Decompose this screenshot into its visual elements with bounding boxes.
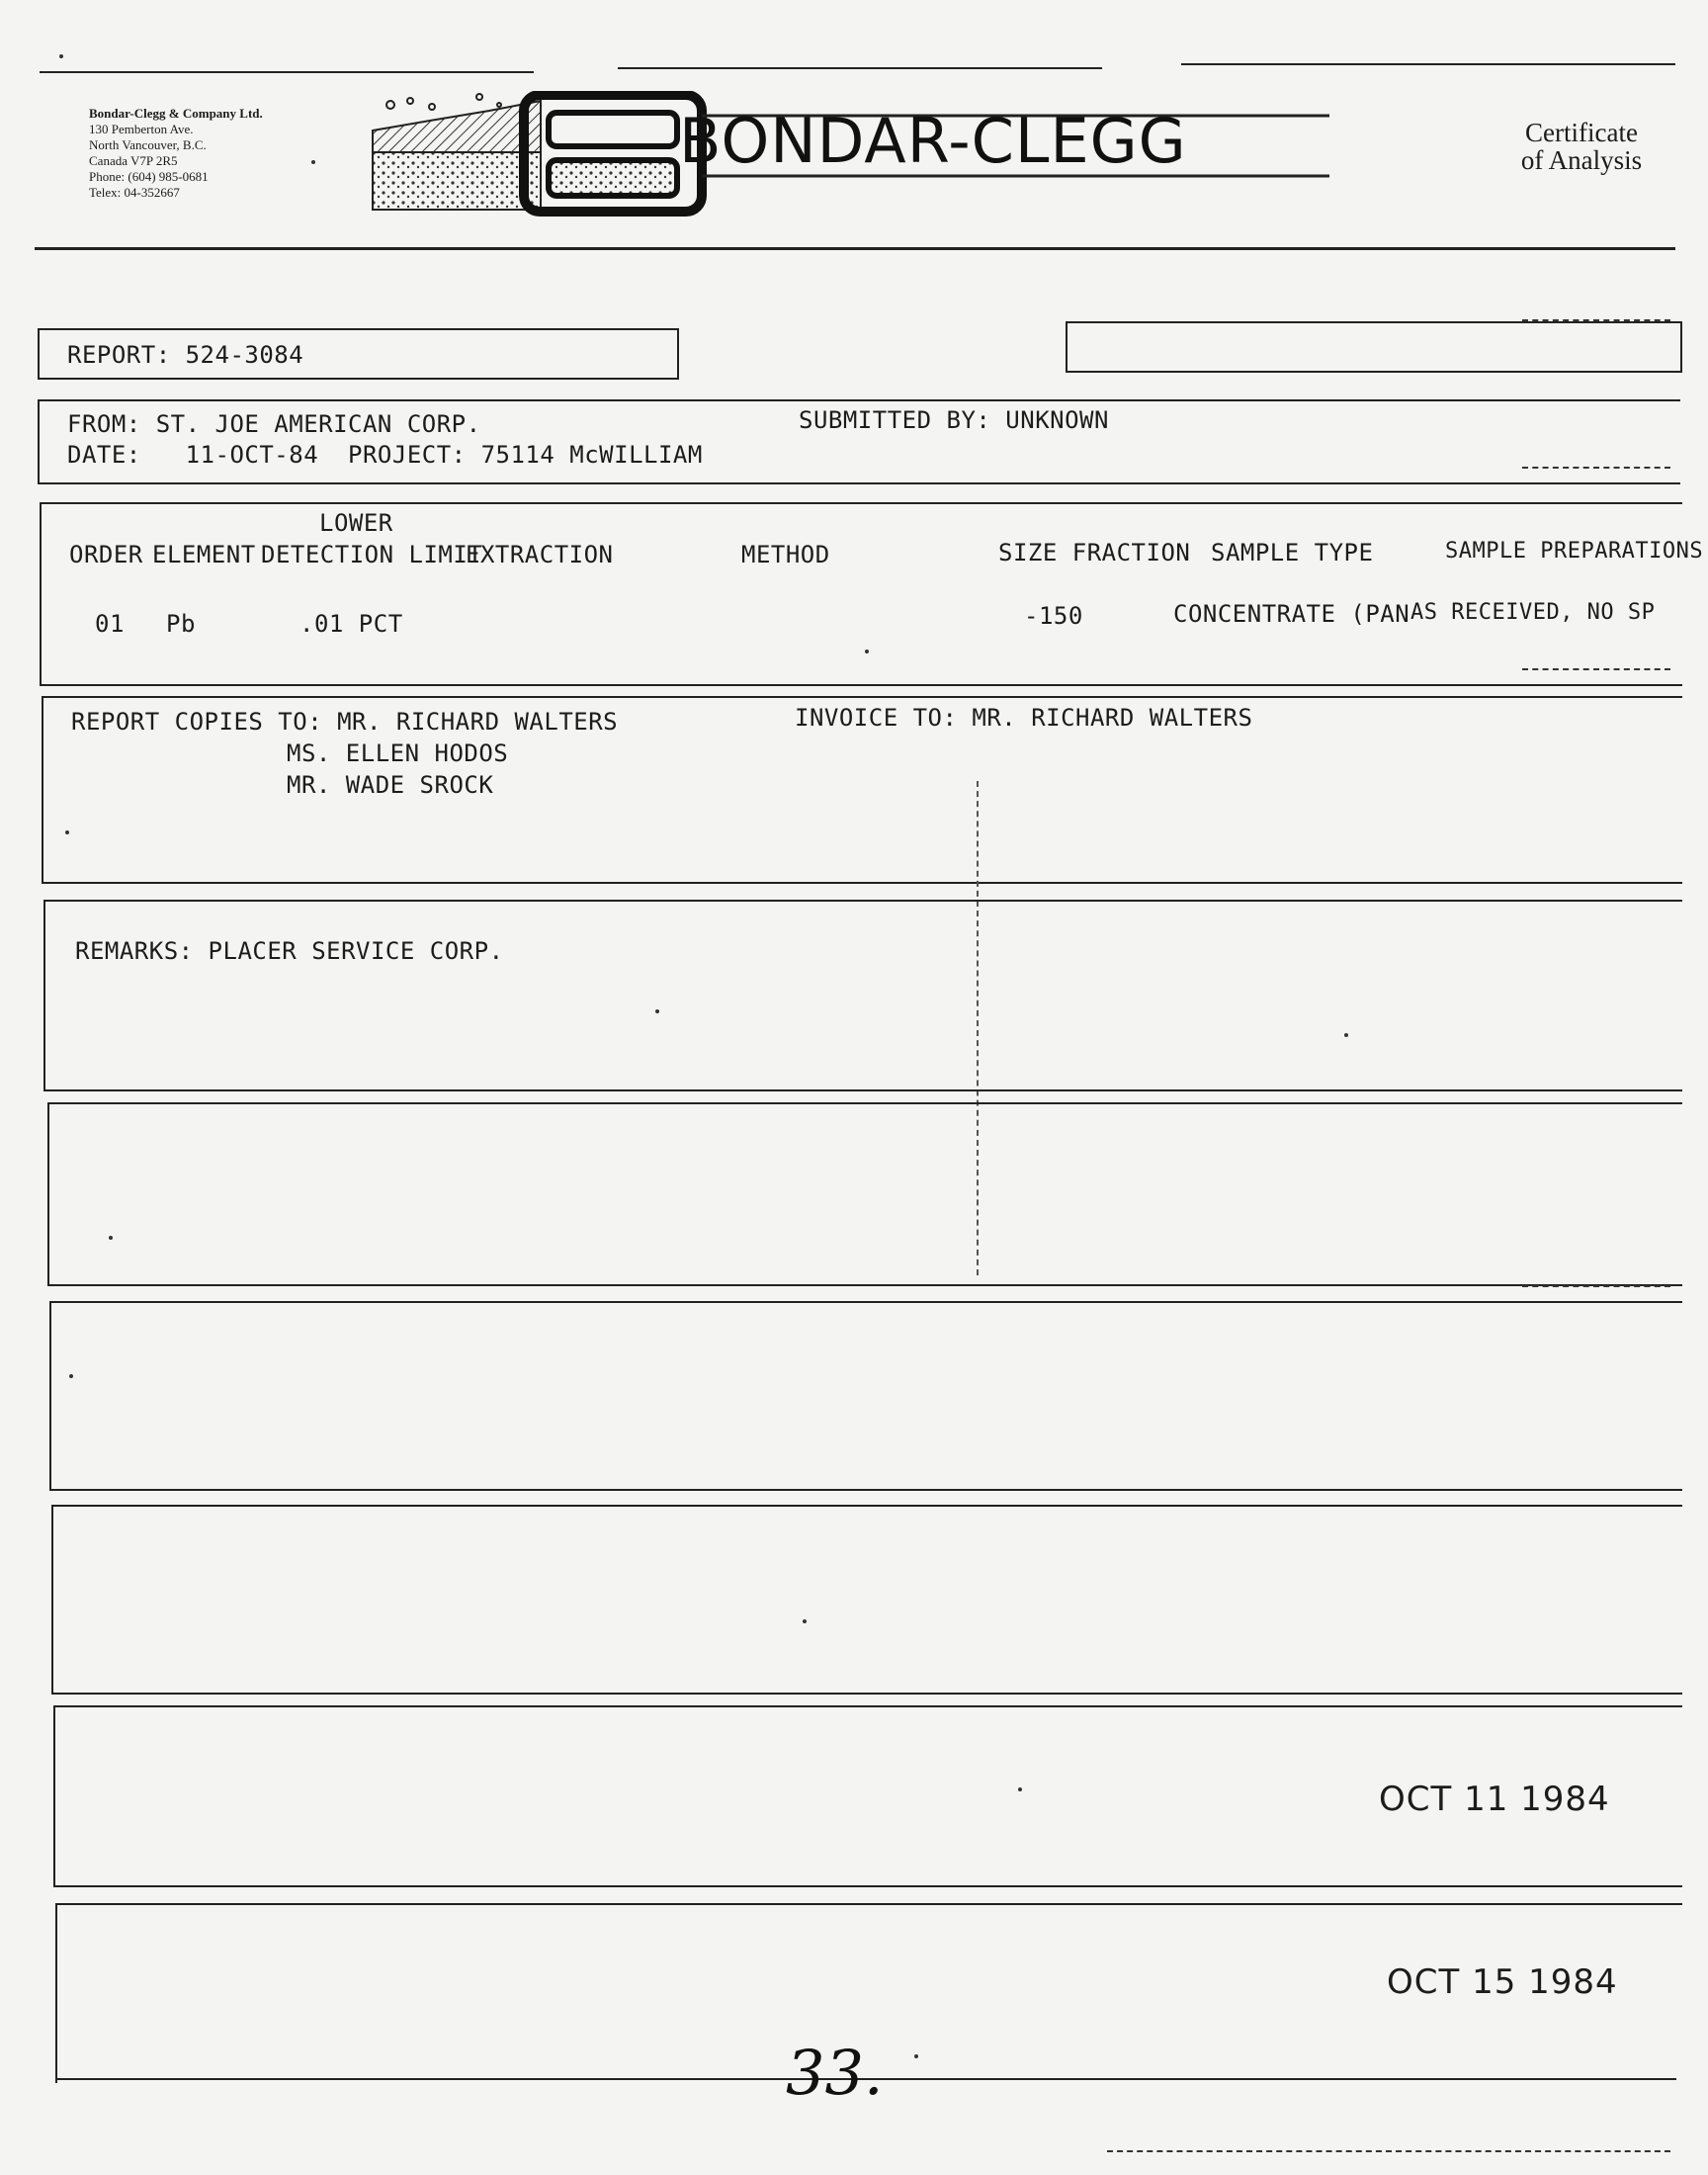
address-line1: 130 Pemberton Ave. bbox=[89, 122, 194, 136]
header-detection-limit: DETECTION LIMIT bbox=[261, 541, 483, 568]
report-number: REPORT: 524-3084 bbox=[67, 341, 304, 369]
submitted-by: SUBMITTED BY: UNKNOWN bbox=[799, 406, 1109, 434]
speck bbox=[65, 830, 69, 834]
edge-dash-4 bbox=[1522, 1285, 1670, 1287]
date-project-line: DATE: 11-OCT-84 PROJECT: 75114 McWILLIAM bbox=[67, 441, 703, 469]
invoice-to: INVOICE TO: MR. RICHARD WALTERS bbox=[795, 704, 1253, 732]
header-top-rule-middle bbox=[618, 67, 1102, 69]
header-sample-preparations: SAMPLE PREPARATIONS bbox=[1445, 539, 1704, 564]
header-order: ORDER bbox=[69, 541, 143, 568]
speck bbox=[1344, 1033, 1348, 1037]
edge-dash-1 bbox=[1522, 319, 1670, 321]
speck bbox=[69, 1374, 73, 1378]
speck bbox=[311, 160, 315, 164]
row-element: Pb bbox=[166, 610, 196, 638]
header-element: ELEMENT bbox=[152, 541, 256, 568]
row-sample-preparations: AS RECEIVED, NO SP bbox=[1410, 600, 1656, 625]
letterhead-bottom-rule bbox=[35, 247, 1675, 250]
logo-text: BONDAR-CLEGG bbox=[679, 105, 1187, 177]
report-copies-line2: MS. ELLEN HODOS bbox=[287, 740, 509, 767]
report-copies-line1: REPORT COPIES TO: MR. RICHARD WALTERS bbox=[71, 708, 619, 736]
phone: Phone: (604) 985-0681 bbox=[89, 169, 209, 184]
header-extraction: EXTRACTION bbox=[466, 541, 614, 568]
speck bbox=[803, 1619, 807, 1623]
header-top-rule-right bbox=[1181, 63, 1675, 65]
address-line2: North Vancouver, B.C. bbox=[89, 137, 207, 152]
header-size-fraction: SIZE FRACTION bbox=[998, 539, 1191, 566]
row-order: 01 bbox=[95, 610, 125, 638]
address-line3: Canada V7P 2R5 bbox=[89, 153, 178, 168]
empty-section-box-1 bbox=[47, 1102, 1682, 1286]
bottom-signature-dash bbox=[1107, 2150, 1670, 2152]
letterhead-address bbox=[89, 106, 263, 201]
edge-dash-3 bbox=[1522, 668, 1670, 670]
document-title-line2: of Analysis bbox=[1520, 145, 1643, 175]
row-sample-type: CONCENTRATE (PAN bbox=[1173, 600, 1410, 628]
edge-dash-2 bbox=[1522, 467, 1670, 469]
speck bbox=[914, 2054, 918, 2058]
speck bbox=[59, 54, 63, 58]
company-logo bbox=[371, 91, 1339, 219]
received-date-stamp: OCT 11 1984 bbox=[1379, 1780, 1610, 1819]
speck bbox=[865, 650, 869, 653]
report-copies-line3: MR. WADE SROCK bbox=[287, 771, 494, 799]
telex: Telex: 04-352667 bbox=[89, 185, 180, 200]
row-detection-limit: .01 PCT bbox=[299, 610, 403, 638]
remarks-box bbox=[43, 900, 1682, 1091]
document-title-line1: Certificate bbox=[1525, 118, 1638, 147]
row-size-fraction: -150 bbox=[1024, 602, 1083, 630]
header-sample-type: SAMPLE TYPE bbox=[1211, 539, 1374, 566]
speck bbox=[655, 1009, 659, 1013]
analysis-table-box bbox=[40, 502, 1682, 686]
from-line: FROM: ST. JOE AMERICAN CORP. bbox=[67, 410, 481, 438]
header-method: METHOD bbox=[741, 541, 830, 568]
company-name: Bondar-Clegg & Company Ltd. bbox=[89, 106, 263, 121]
header-lower: LOWER bbox=[319, 509, 393, 537]
header-top-rule-left bbox=[40, 71, 534, 73]
speck bbox=[109, 1236, 113, 1240]
processed-date-stamp: OCT 15 1984 bbox=[1387, 1962, 1618, 2002]
report-side-box bbox=[1066, 321, 1682, 373]
document-title bbox=[1488, 119, 1675, 174]
remarks: REMARKS: PLACER SERVICE CORP. bbox=[75, 937, 504, 965]
empty-section-box-2 bbox=[49, 1301, 1682, 1491]
speck bbox=[1018, 1787, 1022, 1791]
empty-section-box-3 bbox=[51, 1505, 1682, 1695]
handwritten-page-number: 33. bbox=[786, 2037, 884, 2109]
